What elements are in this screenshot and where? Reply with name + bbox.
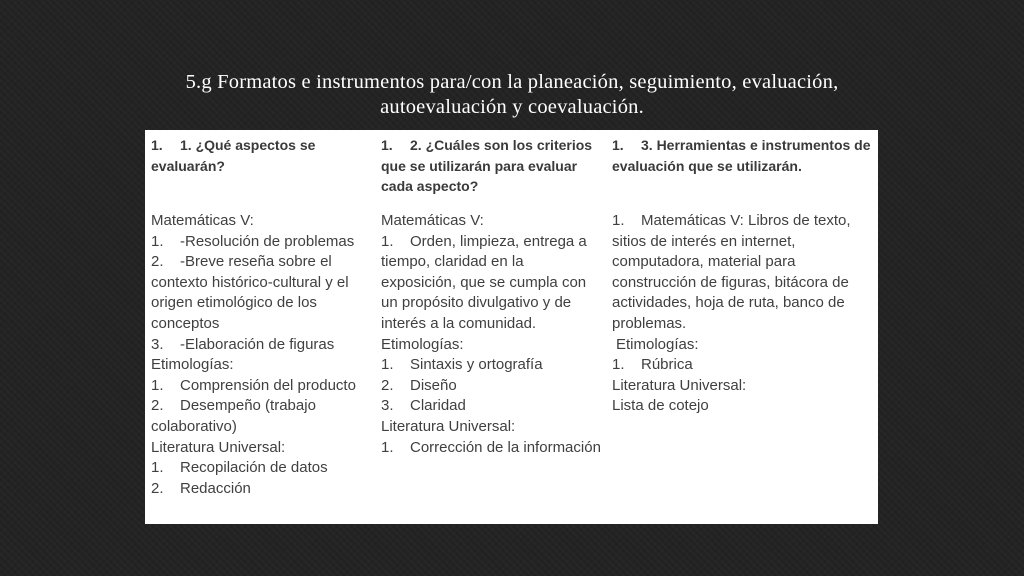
table-column-aspects (145, 130, 375, 524)
list-item: 2. Desempeño (trabajo colaborativo) (151, 397, 316, 435)
table-header-aspects (151, 135, 371, 211)
list-item: 1. Corrección de la información (381, 438, 601, 456)
list-item: 2. Diseño (381, 376, 457, 394)
list-item: 3. -Elaboración de figuras (151, 335, 335, 353)
section-title: Literatura Universal: (381, 417, 516, 435)
section-title: Matemáticas V: (381, 212, 484, 229)
section-title: Etimologías: (381, 335, 464, 353)
list-item: 1. -Resolución de problemas (151, 232, 355, 250)
table-header-criteria (381, 135, 602, 211)
list-item: 1. Rúbrica (612, 356, 693, 374)
tools-content (612, 211, 874, 417)
evaluation-table (145, 130, 878, 524)
section-title: Etimologías: (616, 335, 699, 353)
criteria-content (381, 211, 602, 458)
aspects-content (151, 211, 371, 499)
list-item: 1. Comprensión del producto (151, 376, 356, 394)
header-text: 3. Herramientas e instrumentos de evaluación que se utilizarán. (612, 137, 871, 174)
section-title: Etimologías: (151, 356, 234, 374)
list-item: 2. -Breve reseña sobre el contexto histórico-cultural y el origen etimológico de los conceptos (151, 253, 349, 332)
list-item: 1. Matemáticas V: Libros de texto, sitios de interés en internet, computadora, material para construcción de figuras, bitácora de actividades, hoja de ruta, banco de problemas. (612, 212, 851, 332)
list-item: Lista de cotejo (612, 397, 709, 415)
header-number: 1. (151, 137, 163, 153)
section-title: Matemáticas V: (151, 212, 254, 229)
slide-title-line-1: 5.g Formatos e instrumentos para/con la planeación, seguimiento, evaluación, (185, 71, 839, 93)
table-column-criteria (375, 130, 606, 524)
list-item: 3. Claridad (381, 397, 466, 415)
slide-title (100, 70, 924, 120)
header-text: 1. ¿Qué aspectos se evaluarán? (151, 137, 316, 174)
header-number: 1. (612, 137, 624, 153)
slide-title-line-2: autoevaluación y coevaluación. (380, 96, 644, 118)
section-title: Literatura Universal: (151, 438, 286, 456)
list-item: 1. Recopilación de datos (151, 459, 328, 477)
header-number: 1. (381, 137, 393, 153)
section-title: Literatura Universal: (612, 376, 747, 394)
list-item: 1. Orden, limpieza, entrega a tiempo, claridad en la exposición, que se cumpla con un propósito divulgativo y de interés a la comunidad. (381, 232, 587, 332)
table-column-tools (606, 130, 878, 524)
header-text: 2. ¿Cuáles son los criterios que se utilizarán para evaluar cada aspecto? (381, 137, 593, 195)
table-header-tools (612, 135, 874, 211)
list-item: 1. Sintaxis y ortografía (381, 356, 543, 374)
list-item: 2. Redacción (151, 479, 251, 497)
